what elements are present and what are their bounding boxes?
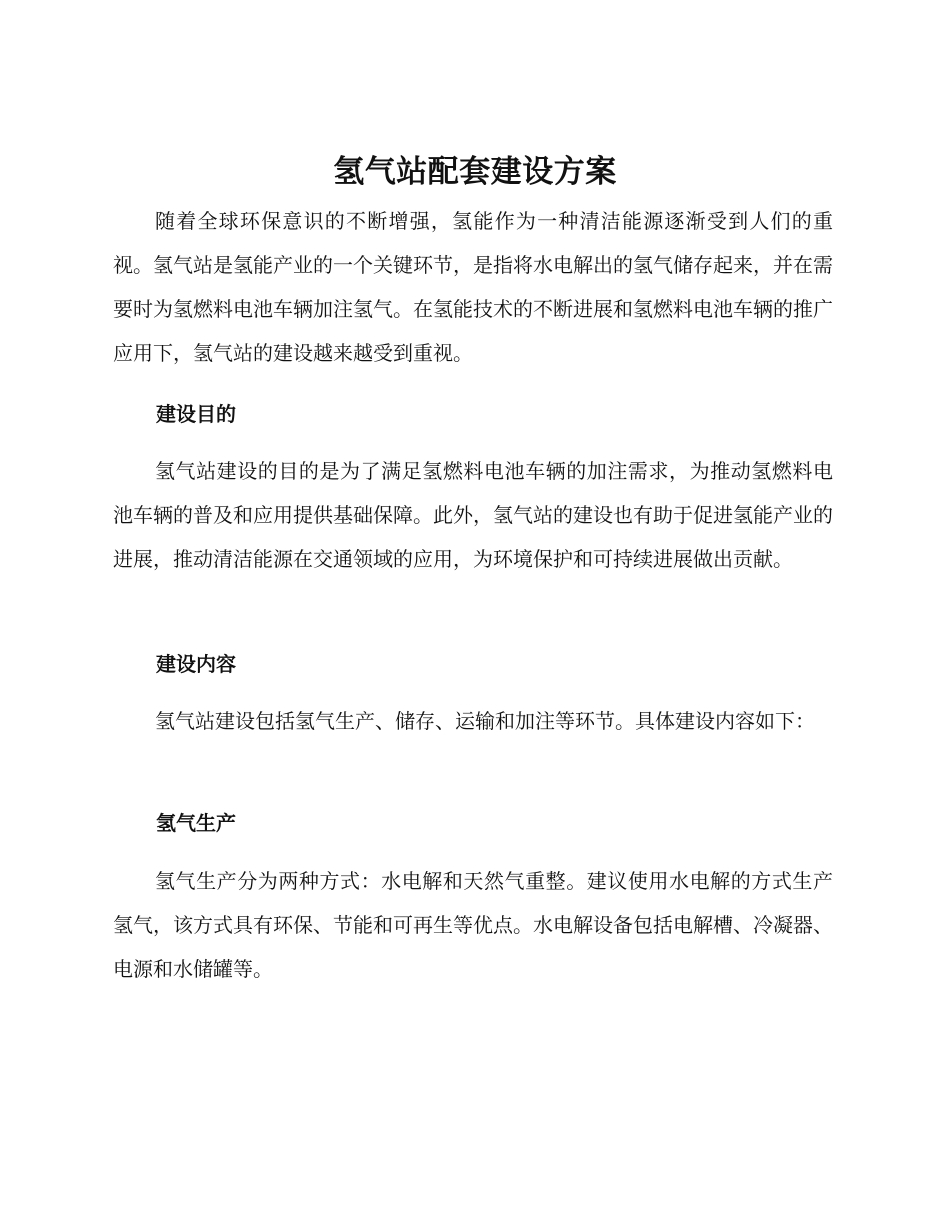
section-heading-content: 建设内容: [156, 652, 236, 676]
section-body-content: 氢气站建设包括氢气生产、储存、运输和加注等环节。具体建设内容如下：: [155, 709, 815, 733]
intro-paragraph: 随着全球环保意识的不断增强，氢能作为一种清洁能源逐渐受到人们的重视。氢气站是氢能产业的一个关键环节，是指将水电解出的氢气储存起来，并在需要时为氢燃料电池车辆加注氢气。在氢能技术的不断进展和氢燃料电池车辆的推广应用下，氢气站的建设越来越受到重视。: [113, 209, 833, 365]
section-body-purpose: 氢气站建设的目的是为了满足氢燃料电池车辆的加注需求，为推动氢燃料电池车辆的普及和应用提供基础保障。此外，氢气站的建设也有助于促进氢能产业的进展，推动清洁能源在交通领域的应用，为环境保护和可持续进展做出贡献。: [113, 459, 833, 571]
section-heading-purpose: 建设目的: [156, 402, 236, 426]
section-heading-production: 氢气生产: [156, 811, 236, 835]
section-body-production: 氢气生产分为两种方式：水电解和天然气重整。建议使用水电解的方式生产氢气，该方式具有环保、节能和可再生等优点。水电解设备包括电解槽、冷凝器、电源和水储罐等。: [113, 869, 833, 981]
document-title: 氢气站配套建设方案: [333, 154, 617, 190]
